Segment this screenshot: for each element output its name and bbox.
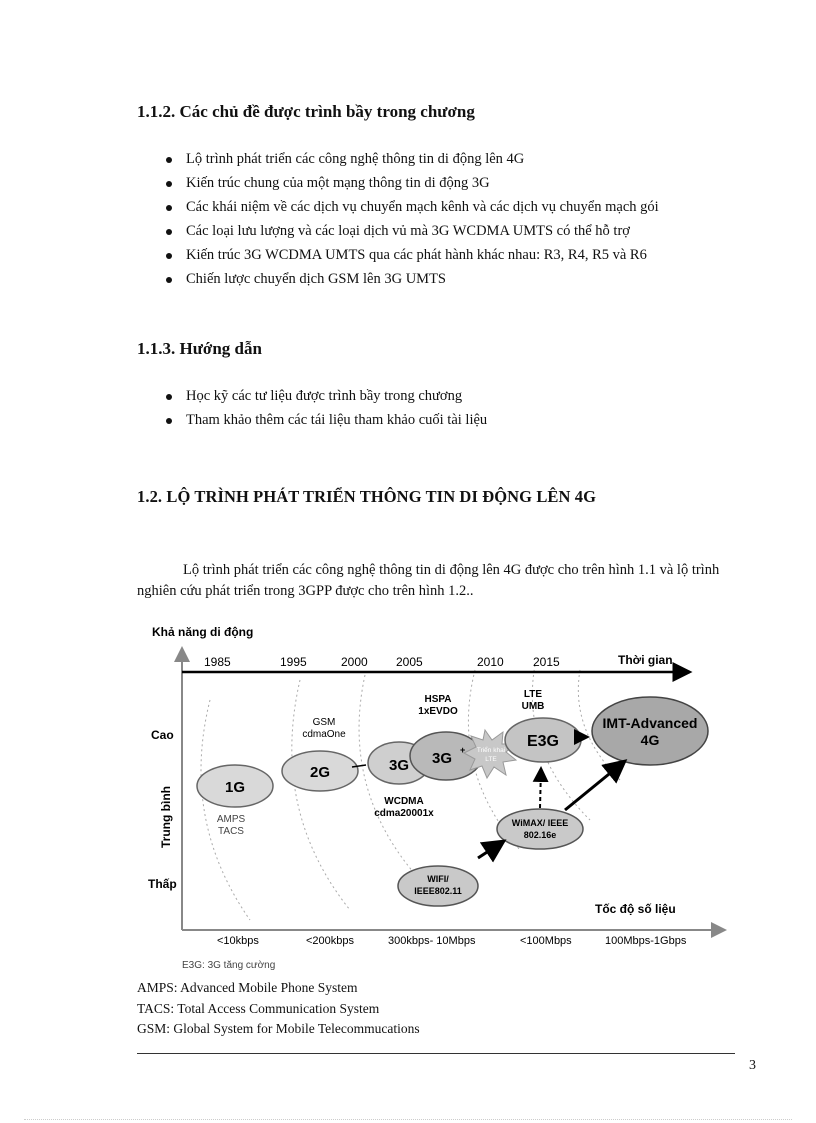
y-axis-title: Khả năng di động — [152, 625, 254, 639]
node-2g-top: GSM — [312, 717, 336, 728]
guidance-list — [162, 387, 762, 435]
year-label: 1995 — [280, 655, 307, 669]
node-1g-label: 1G — [224, 779, 246, 796]
node-2g-label: 2G — [309, 764, 331, 781]
page-number: 3 — [749, 1058, 756, 1073]
list-item: Các loại lưu lượng và các loại dịch vủ mà 3G WCDMA UMTS có thể hỗ trợ — [162, 222, 762, 240]
burst-text: LTE — [485, 756, 497, 763]
node-hspa: 1xEVDO — [418, 706, 458, 717]
node-wimax — [497, 809, 583, 849]
time-label: Thời gian — [618, 653, 673, 667]
intro-paragraph: Lộ trình phát triển các công nghệ thông tin di động lên 4G được cho trên hình 1.1 và lộ trình nghiên cứu phát triển trong 3GPP được cho trên hình 1.2.. — [137, 562, 720, 599]
wifi-to-wimax-arrow — [478, 841, 504, 858]
x-axis-title: Tốc độ số liệu — [595, 902, 676, 916]
legend-line: TACS: Total Access Communication System — [137, 1001, 380, 1016]
node-wimax-label: 802.16e — [523, 830, 557, 840]
legend-line: GSM: Global System for Mobile Telecommucations — [137, 1021, 420, 1036]
y-level-label: Thấp — [148, 877, 177, 891]
x-rate-label: <100Mbps — [520, 935, 572, 947]
node-wimax-label: WiMAX/ IEEE — [511, 818, 569, 828]
x-rate-label: <200kbps — [306, 935, 355, 947]
year-label: 2015 — [533, 655, 560, 669]
wimax-to-imt-arrow — [565, 761, 625, 810]
node-3gplus-sup: + — [460, 745, 466, 755]
y-level-label: Trung bình — [159, 786, 173, 848]
node-imt-label: 4G — [640, 732, 660, 748]
diagram-footnote: E3G: 3G tăng cường — [182, 960, 276, 971]
node-3g-sub: cdma20001x — [374, 808, 434, 819]
node-lte: LTE — [523, 689, 543, 700]
x-rate-label: 100Mbps-1Gbps — [605, 935, 687, 947]
y-level-label: Cao — [151, 728, 174, 742]
year-label: 2010 — [477, 655, 504, 669]
section-heading-1-2: 1.2. LỘ TRÌNH PHÁT TRIỂN THÔNG TIN DI ĐỘNG LÊN 4G — [137, 487, 597, 506]
node-3g-label: 3G — [388, 757, 410, 774]
list-item: Kiến trúc 3G WCDMA UMTS qua các phát hành khác nhau: R3, R4, R5 và R6 — [162, 246, 762, 264]
legend-line: AMPS: Advanced Mobile Phone System — [137, 980, 358, 995]
node-1g-sub: TACS — [218, 826, 244, 837]
node-lte: UMB — [521, 701, 545, 712]
list-item: Kiến trúc chung của một mạng thông tin di động 3G — [162, 174, 762, 192]
x-rate-label: <10kbps — [217, 935, 259, 947]
list-item: Học kỹ các tư liệu được trình bầy trong chương — [162, 387, 762, 405]
list-item: Lộ trình phát triển các công nghệ thông tin di động lên 4G — [162, 150, 762, 168]
topics-list — [162, 150, 762, 294]
year-label: 1985 — [204, 655, 231, 669]
list-item: Chiến lược chuyển dịch GSM lên 3G UMTS — [162, 270, 762, 288]
list-item: Tham khảo thêm các tái liệu tham khảo cuối tài liệu — [162, 411, 762, 429]
node-wifi-label: WIFI/ — [427, 874, 449, 884]
section-heading-1-1-2: 1.1.2. Các chủ đề được trình bầy trong chương — [137, 102, 475, 121]
node-imt — [592, 697, 708, 765]
section-heading-1-1-3: 1.1.3. Hướng dẫn — [137, 339, 262, 358]
x-rate-label: 300kbps- 10Mbps — [388, 935, 476, 947]
year-label: 2000 — [341, 655, 368, 669]
node-2g-top: cdmaOne — [302, 729, 346, 740]
evolution-diagram — [140, 620, 740, 980]
node-imt-label: IMT-Advanced — [602, 715, 698, 731]
page-edge — [24, 1119, 792, 1120]
wimax-to-e3g-arrow — [540, 768, 541, 808]
node-e3g-label: E3G — [526, 733, 560, 750]
node-3gplus-label: 3G — [431, 750, 453, 767]
burst-text: Triển khai — [476, 747, 506, 754]
node-hspa: HSPA — [424, 694, 452, 705]
node-1g-sub: AMPS — [216, 814, 246, 825]
list-item: Các khái niệm về các dịch vụ chuyển mạch kênh và các dịch vụ chuyển mạch gói — [162, 198, 762, 216]
node-3g-sub: WCDMA — [384, 796, 424, 807]
footer-rule — [137, 1053, 735, 1054]
node-wifi-label: IEEE802.11 — [414, 886, 462, 896]
year-label: 2005 — [396, 655, 423, 669]
